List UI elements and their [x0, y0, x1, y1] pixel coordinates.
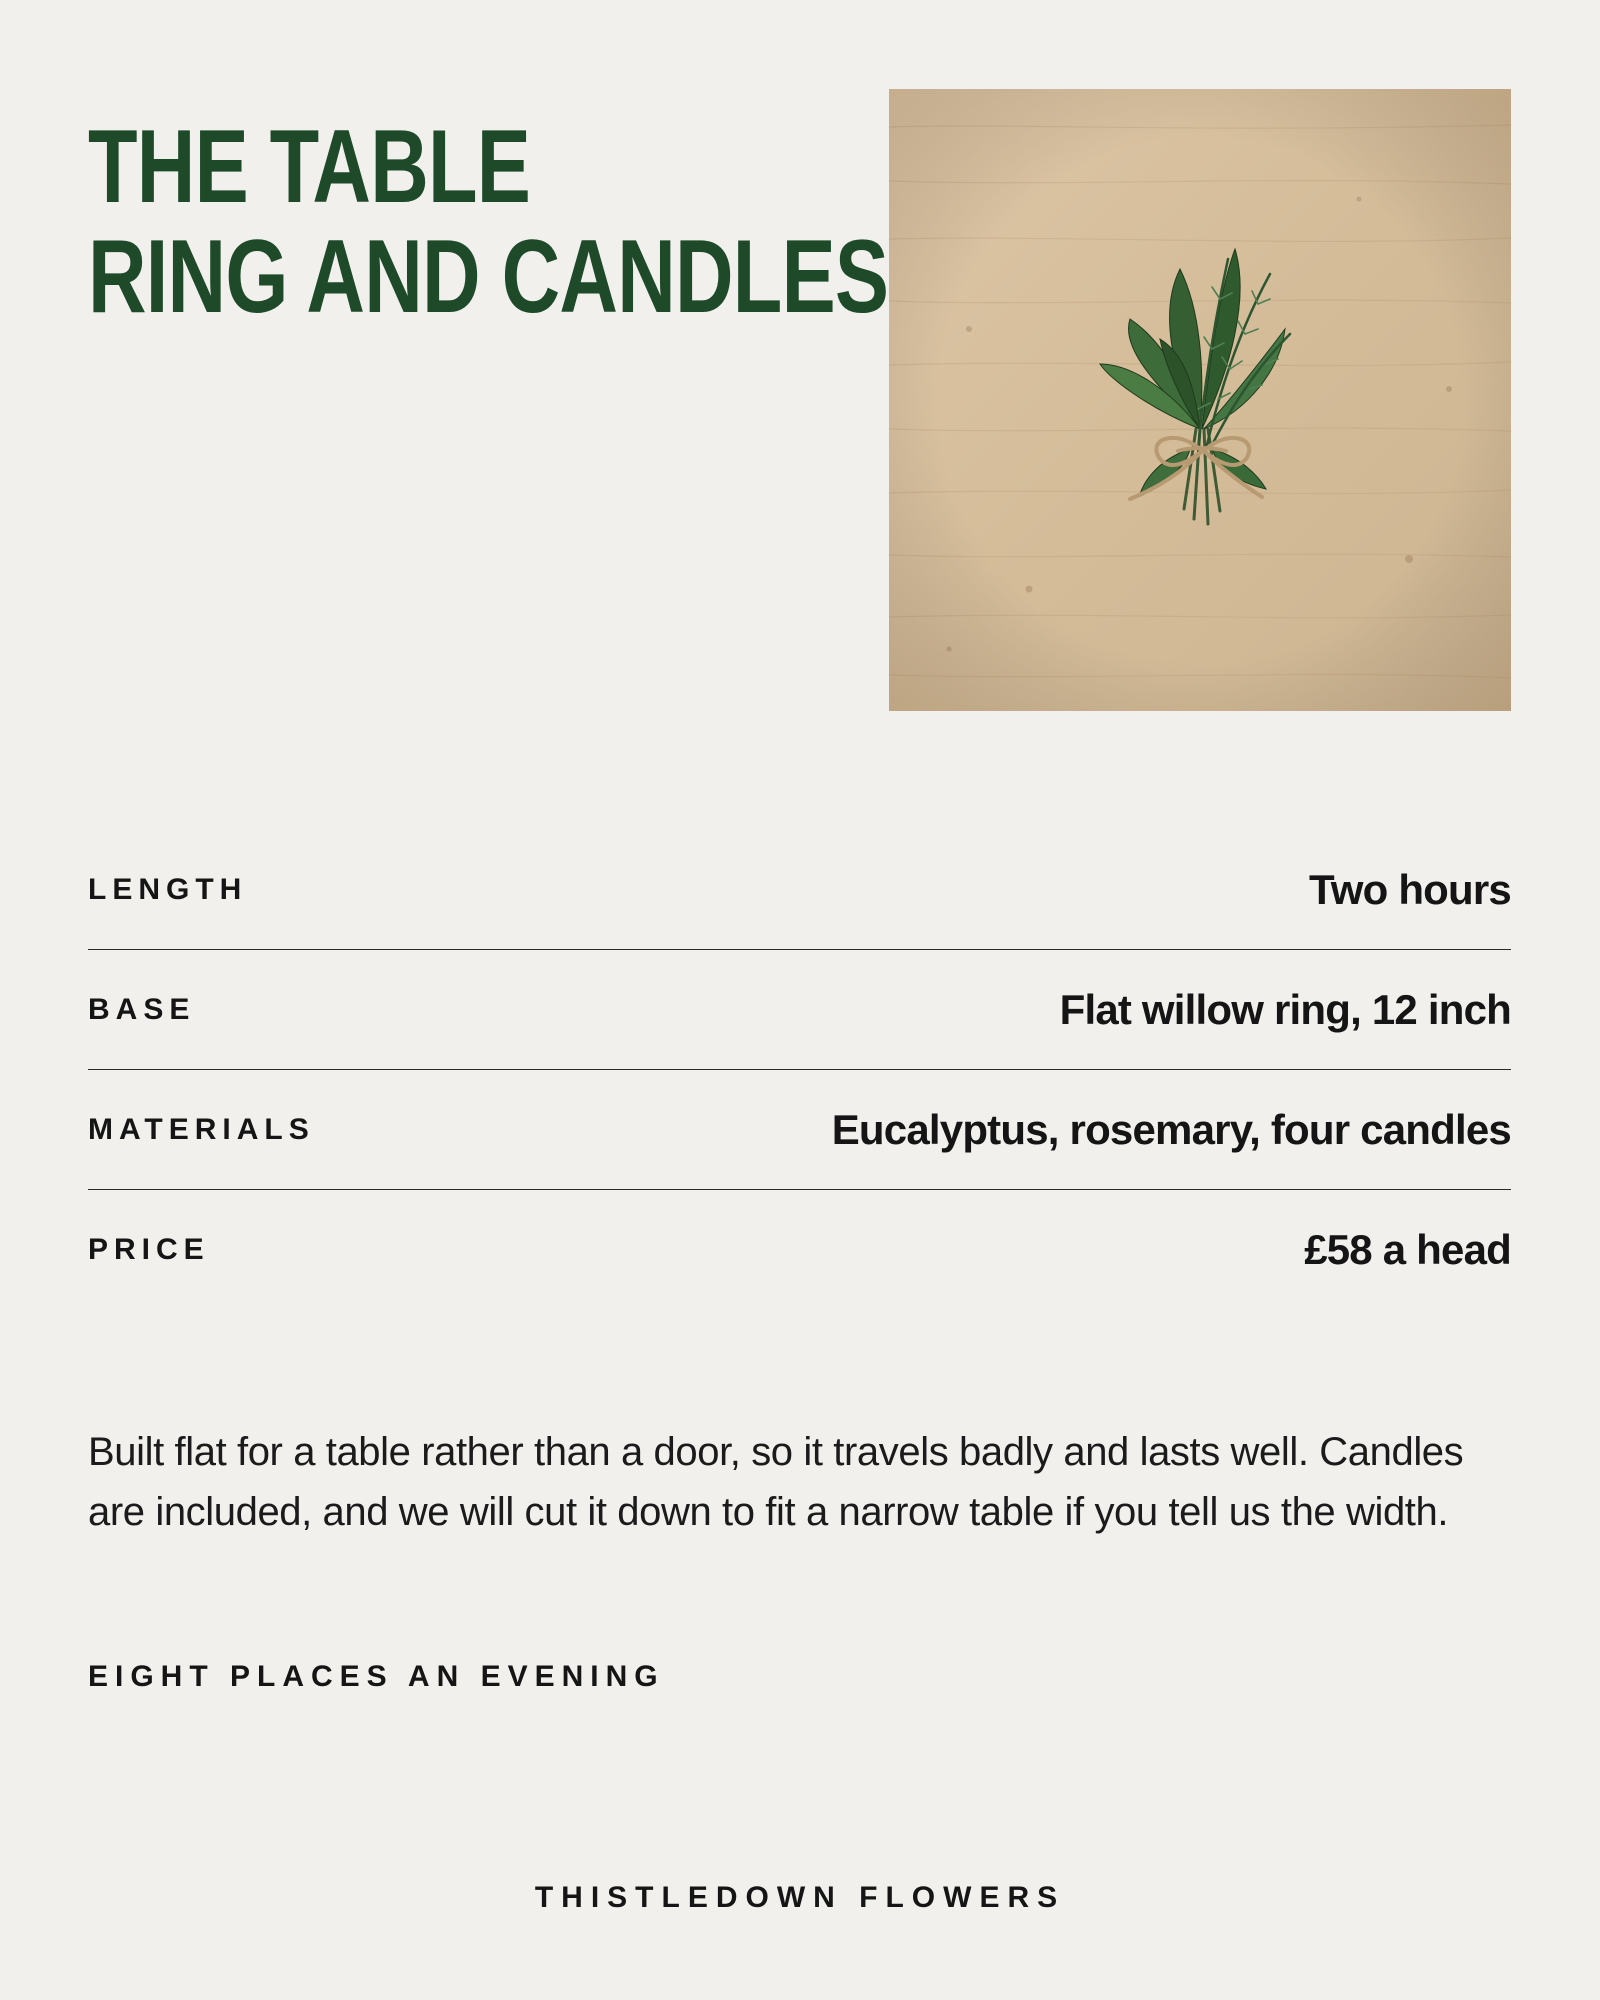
- detail-row-base: [88, 950, 1511, 1070]
- detail-label: LENGTH: [88, 872, 248, 906]
- detail-value: Flat willow ring, 12 inch: [1059, 985, 1511, 1033]
- page-title: [88, 109, 889, 335]
- detail-label: BASE: [88, 992, 196, 1026]
- herb-bundle-photo: [889, 89, 1511, 711]
- title-line-1: THE TABLE: [88, 109, 531, 225]
- detail-value: £58 a head: [1304, 1226, 1511, 1273]
- description-text: Built flat for a table rather than a door, so it travels badly and lasts well. Candles are included, and we will cut it down to fit a narrow table if you tell us the width.: [88, 1430, 1464, 1534]
- tagline: EIGHT PLACES AN EVENING: [88, 1660, 665, 1693]
- details-table: [88, 830, 1511, 1310]
- herb-bundle-illustration: [889, 89, 1511, 711]
- detail-value: Two hours: [1308, 865, 1511, 913]
- detail-row-length: [88, 830, 1511, 950]
- title-line-2: RING AND CANDLES: [88, 219, 889, 335]
- detail-row-materials: [88, 1070, 1511, 1190]
- detail-label: PRICE: [88, 1233, 210, 1266]
- detail-label: MATERIALS: [88, 1112, 315, 1146]
- detail-value: Eucalyptus, rosemary, four candles: [831, 1105, 1511, 1153]
- footer-brand: THISTLEDOWN FLOWERS: [534, 1881, 1066, 1914]
- detail-row-price: [88, 1190, 1511, 1310]
